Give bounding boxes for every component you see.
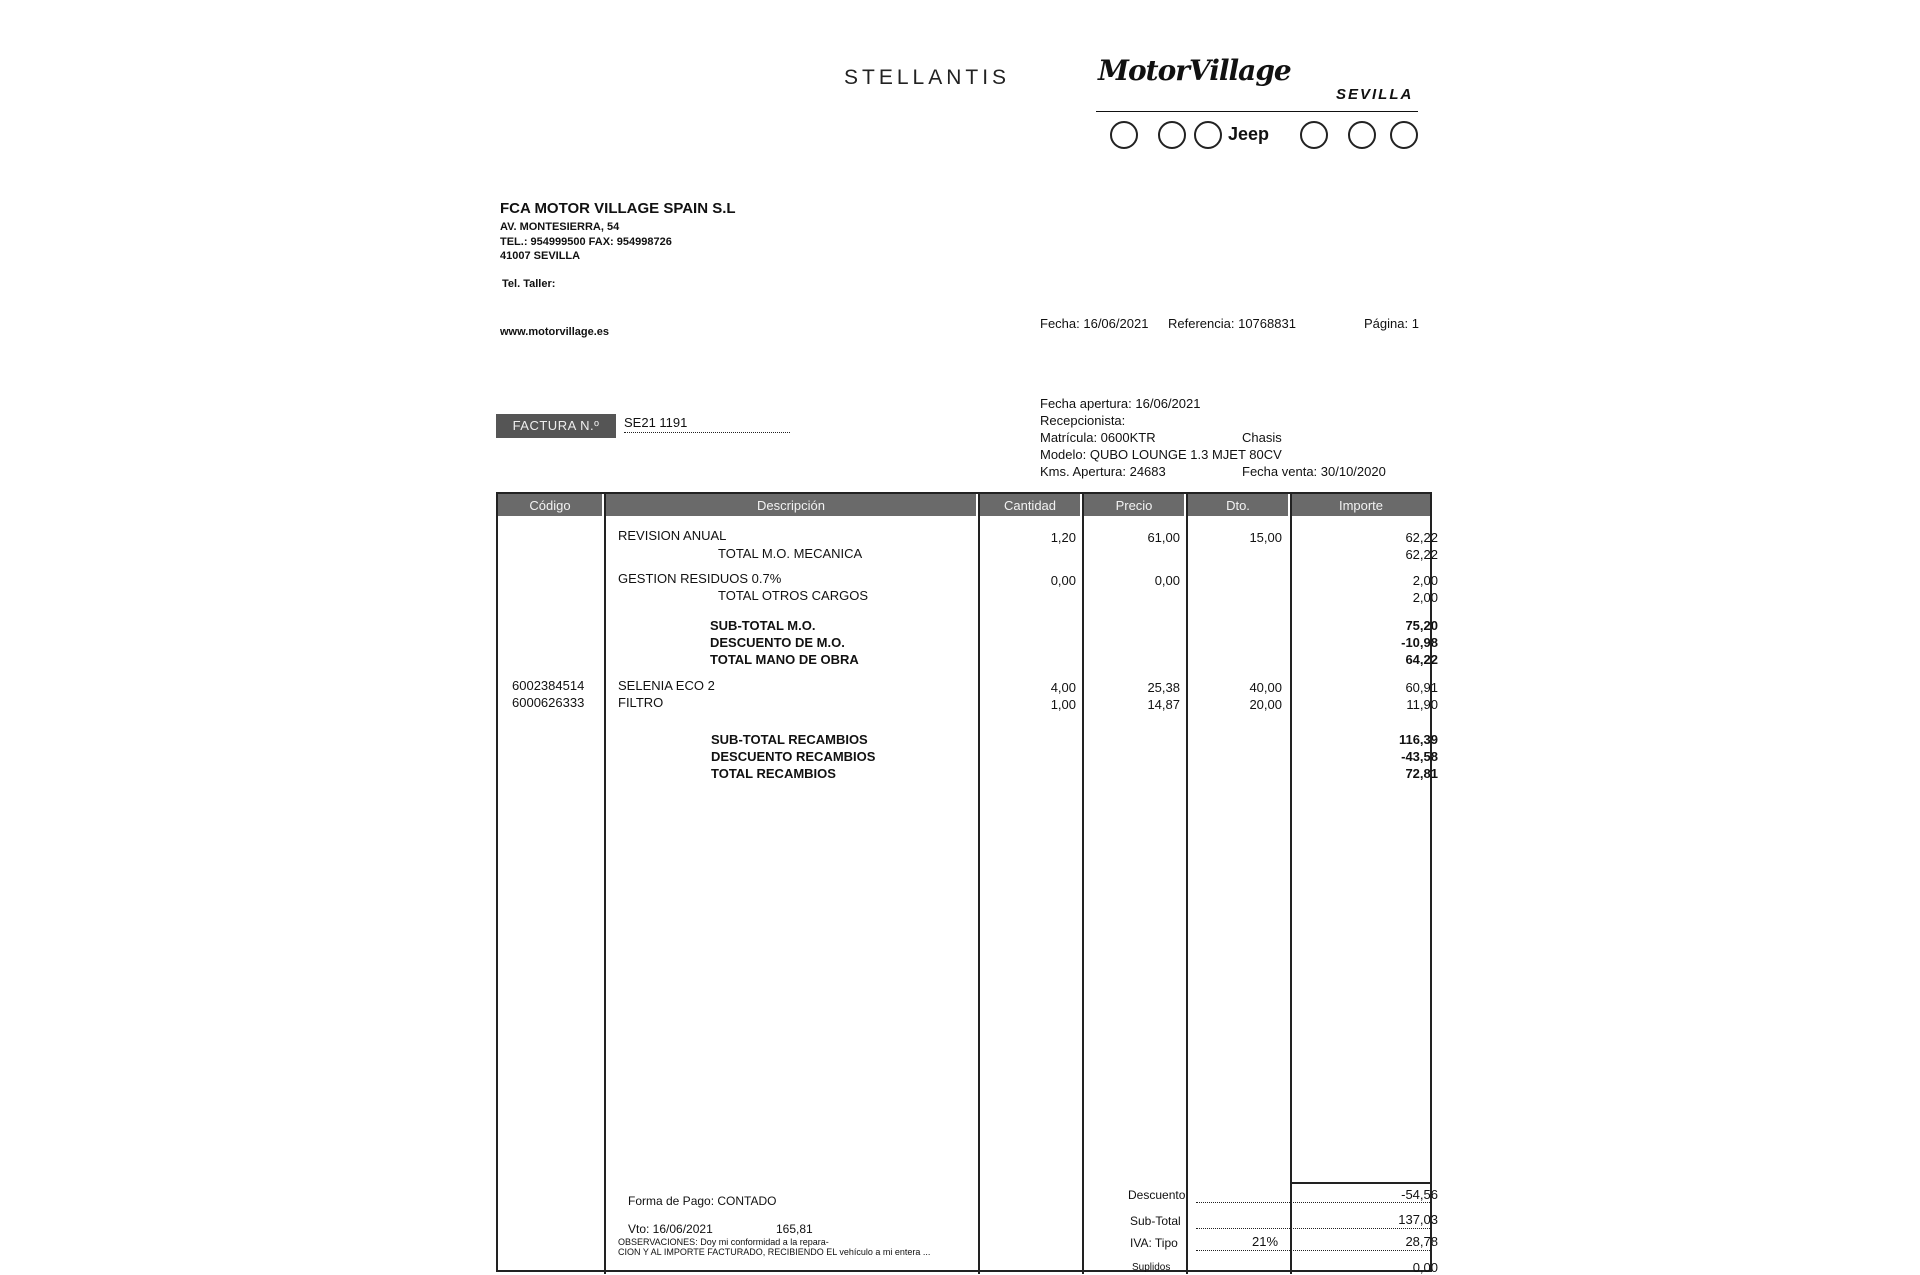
header-dto: Dto. xyxy=(1188,494,1288,516)
company-address: AV. MONTESIERRA, 54 xyxy=(500,221,620,233)
tel-taller: Tel. Taller: xyxy=(502,278,556,290)
row-desc: TOTAL MANO DE OBRA xyxy=(710,652,859,667)
row-dto: 40,00 xyxy=(1249,680,1282,695)
iva-label: IVA: Tipo xyxy=(1130,1236,1178,1250)
fiat-professional-logo-icon xyxy=(1194,121,1222,149)
iva-tipo: 21% xyxy=(1252,1234,1279,1249)
col-divider xyxy=(978,494,980,1274)
row-importe: -43,58 xyxy=(1401,749,1438,764)
stellantis-wordmark: STELLANTIS xyxy=(844,66,1011,89)
lancia-logo-icon xyxy=(1300,121,1328,149)
factura-number: SE21 1191 xyxy=(624,415,790,433)
col-divider xyxy=(604,494,606,1274)
row-importe: 2,00 xyxy=(1412,573,1438,588)
company-phone-fax: TEL.: 954999500 FAX: 954998726 xyxy=(500,236,672,248)
descuento-value: -54,56 xyxy=(1401,1187,1438,1202)
row-cantidad: 1,20 xyxy=(1050,530,1076,545)
alfa-romeo-logo-icon xyxy=(1110,121,1138,149)
row-importe: 64,22 xyxy=(1405,652,1438,667)
factura-label: FACTURA N.º xyxy=(496,414,616,438)
subtotal-dotline xyxy=(1196,1228,1432,1230)
row-precio: 0,00 xyxy=(1154,573,1180,588)
row-importe: 2,00 xyxy=(1412,590,1438,605)
invoice-page: Página: 1 xyxy=(1364,316,1419,331)
row-desc: SUB-TOTAL RECAMBIOS xyxy=(711,732,868,747)
subtotal-value: 137,03 xyxy=(1398,1212,1438,1227)
company-name: FCA MOTOR VILLAGE SPAIN S.L xyxy=(500,200,736,217)
fecha-apertura: Fecha apertura: 16/06/2021 xyxy=(1040,396,1201,411)
row-cantidad: 4,00 xyxy=(1050,680,1076,695)
row-importe: 72,81 xyxy=(1405,766,1438,781)
subtotal-label: Sub-Total xyxy=(1130,1214,1181,1228)
row-dto: 20,00 xyxy=(1249,697,1282,712)
row-desc: SELENIA ECO 2 xyxy=(618,678,715,693)
row-importe: 11,90 xyxy=(1406,697,1438,712)
observaciones-line-1: OBSERVACIONES: Doy mi conformidad a la repara- xyxy=(618,1237,829,1247)
suplidos-label: Suplidos xyxy=(1132,1262,1171,1273)
row-cantidad: 1,00 xyxy=(1050,697,1076,712)
row-desc: TOTAL OTROS CARGOS xyxy=(718,588,869,603)
company-postal: 41007 SEVILLA xyxy=(500,250,581,262)
row-desc: SUB-TOTAL M.O. xyxy=(710,618,816,633)
invoice-reference: Referencia: 10768831 xyxy=(1168,316,1296,331)
forma-pago: Forma de Pago: CONTADO xyxy=(628,1194,777,1208)
descuento-dotline xyxy=(1196,1202,1432,1204)
row-precio: 14,87 xyxy=(1147,697,1180,712)
iva-value: 28,78 xyxy=(1405,1234,1438,1249)
header-cantidad: Cantidad xyxy=(980,494,1080,516)
header-codigo: Código xyxy=(498,494,602,516)
row-desc: REVISION ANUAL xyxy=(618,528,727,543)
kms-apertura: Kms. Apertura: 24683 xyxy=(1040,464,1166,479)
row-desc: FILTRO xyxy=(618,695,664,710)
row-precio: 25,38 xyxy=(1147,680,1180,695)
iva-dotline xyxy=(1196,1250,1432,1252)
row-codigo: 6002384514 xyxy=(512,678,585,693)
row-desc: DESCUENTO DE M.O. xyxy=(710,635,845,650)
suplidos-value: 0,00 xyxy=(1412,1260,1438,1275)
mopar-logo-icon xyxy=(1390,121,1418,149)
matricula: Matrícula: 0600KTR xyxy=(1040,430,1156,445)
col-divider xyxy=(1290,494,1292,1274)
jeep-logo: Jeep xyxy=(1228,124,1270,144)
company-web: www.motorvillage.es xyxy=(500,326,610,338)
header-importe: Importe xyxy=(1292,494,1430,516)
row-importe: 75,20 xyxy=(1405,618,1438,633)
header-precio: Precio xyxy=(1084,494,1184,516)
row-desc: DESCUENTO RECAMBIOS xyxy=(711,749,876,764)
observaciones-line-2: CION Y AL IMPORTE FACTURADO, RECIBIENDO EL vehículo a mi entera ... xyxy=(618,1247,931,1257)
brand-divider xyxy=(1096,111,1418,112)
row-importe: 60,91 xyxy=(1405,680,1438,695)
descuento-label: Descuento xyxy=(1128,1188,1186,1202)
row-importe: 62,22 xyxy=(1405,530,1438,545)
row-cantidad: 0,00 xyxy=(1050,573,1076,588)
sevilla-wordmark: SEVILLA xyxy=(1336,86,1414,103)
modelo: Modelo: QUBO LOUNGE 1.3 MJET 80CV xyxy=(1040,447,1282,462)
row-desc: TOTAL RECAMBIOS xyxy=(711,766,836,781)
header-descripcion: Descripción xyxy=(606,494,976,516)
col-divider xyxy=(1082,494,1084,1274)
row-codigo: 6000626333 xyxy=(512,695,585,710)
invoice-date: Fecha: 16/06/2021 xyxy=(1040,316,1149,331)
fiat-logo-icon xyxy=(1158,121,1186,149)
chasis: Chasis xyxy=(1242,430,1282,445)
vencimiento: Vto: 16/06/2021 xyxy=(628,1222,713,1236)
totals-separator xyxy=(1292,1182,1432,1184)
abarth-logo-icon xyxy=(1348,121,1376,149)
row-desc: GESTION RESIDUOS 0.7% xyxy=(618,571,782,586)
row-precio: 61,00 xyxy=(1147,530,1180,545)
row-desc: TOTAL M.O. MECANICA xyxy=(718,546,863,561)
row-importe: 62,22 xyxy=(1405,547,1438,562)
row-importe: -10,98 xyxy=(1401,635,1438,650)
row-importe: 116,39 xyxy=(1398,732,1438,747)
col-divider xyxy=(1186,494,1188,1274)
recepcionista: Recepcionista: xyxy=(1040,413,1126,428)
row-dto: 15,00 xyxy=(1249,530,1282,545)
vencimiento-importe: 165,81 xyxy=(776,1222,813,1236)
fecha-venta: Fecha venta: 30/10/2020 xyxy=(1242,464,1386,479)
motorvillage-wordmark: MotorVillage xyxy=(1098,54,1291,87)
